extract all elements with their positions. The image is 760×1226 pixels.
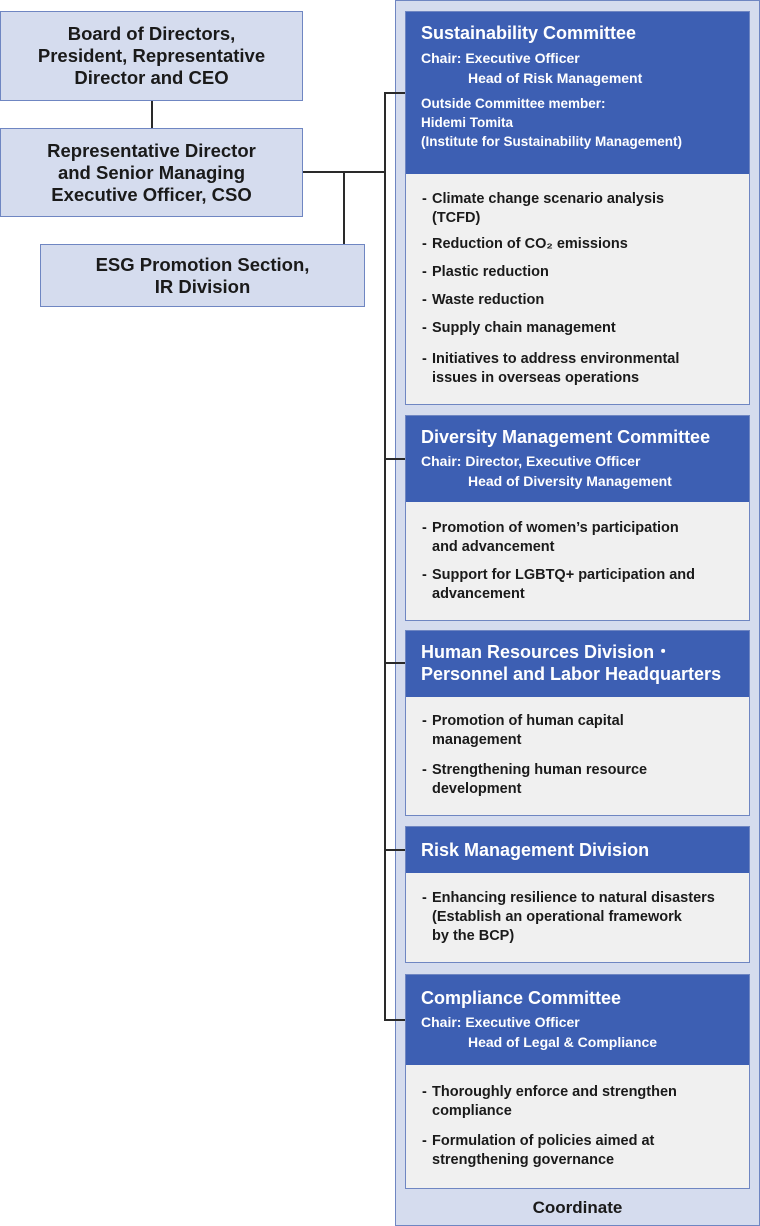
connector-branch-compliance — [384, 1019, 405, 1021]
list-item-text: Formulation of policies aimed at strengthening governance — [432, 1133, 655, 1168]
chair-line-2: Head of Diversity Management — [468, 473, 672, 489]
committee-header — [406, 975, 749, 1065]
chair-line-2: Head of Risk Management — [468, 70, 643, 86]
committee-chair — [421, 48, 741, 88]
list-item-text: Thoroughly enforce and strengthen compliance — [432, 1084, 677, 1119]
list-item — [421, 190, 741, 228]
cso-box — [0, 128, 303, 217]
outside-member-name: Hidemi Tomita — [421, 115, 514, 130]
list-item — [421, 291, 741, 310]
list-item — [421, 712, 741, 750]
list-item — [421, 566, 741, 604]
diversity-committee-box — [405, 415, 750, 621]
committee-chair — [421, 1012, 741, 1052]
committee-header — [406, 827, 749, 873]
connector-branch-risk — [384, 849, 405, 851]
committee-header — [406, 416, 749, 502]
committee-items — [406, 502, 749, 604]
list-item-text: Promotion of women’s participation and advancement — [432, 520, 679, 555]
list-item — [421, 1083, 741, 1121]
connector-to-esg — [343, 172, 345, 244]
connector-board-to-cso — [151, 101, 153, 128]
list-item — [421, 519, 741, 557]
connector-spine — [384, 92, 386, 1021]
board-of-directors-label: Board of Directors, President, Representative Director and CEO — [37, 23, 266, 88]
outside-member-org: (Institute for Sustainability Management) — [421, 134, 683, 149]
esg-promotion-box — [40, 244, 365, 307]
board-of-directors-box — [0, 11, 303, 101]
committee-chair — [421, 451, 741, 491]
compliance-committee-box — [405, 974, 750, 1189]
connector-branch-sustainability — [384, 92, 405, 94]
list-item-text: Enhancing resilience to natural disasters (Establish an operational framework by the BCP) — [432, 890, 715, 944]
list-item-text: Waste reduction — [432, 292, 545, 308]
outside-member-label: Outside Committee member: — [421, 96, 606, 111]
committee-items — [406, 174, 749, 388]
outside-member — [421, 94, 741, 151]
list-item — [421, 761, 741, 799]
list-item-text: Reduction of CO₂ emissions — [432, 236, 628, 252]
list-item — [421, 350, 741, 388]
chair-line-2: Head of Legal & Compliance — [468, 1034, 658, 1050]
list-item-text: Initiatives to address environmental issues in overseas operations — [432, 351, 680, 386]
list-item — [421, 1132, 741, 1170]
committee-title: Diversity Management Committee — [421, 427, 711, 447]
list-item-text: Support for LGBTQ+ participation and advancement — [432, 567, 696, 602]
list-item — [421, 235, 741, 254]
chair-line-1: Chair: Executive Officer — [421, 1014, 580, 1030]
risk-management-box — [405, 826, 750, 963]
human-resources-box — [405, 630, 750, 816]
coordinate-label: Coordinate — [532, 1198, 623, 1217]
list-item-text: Strengthening human resource development — [432, 762, 648, 797]
list-item — [421, 889, 741, 946]
list-item-text: Plastic reduction — [432, 264, 549, 280]
committee-title: Compliance Committee — [421, 988, 622, 1008]
cso-label: Representative Director and Senior Managing Executive Officer, CSO — [47, 139, 256, 205]
committee-items — [406, 873, 749, 946]
connector-branch-human-resources — [384, 662, 405, 664]
committee-items — [406, 1065, 749, 1170]
committee-title: Risk Management Division — [421, 840, 650, 860]
committee-title: Human Resources Division・ Personnel and Labor Headquarters — [421, 642, 722, 684]
chair-line-1: Chair: Executive Officer — [421, 50, 580, 66]
esg-promotion-label: ESG Promotion Section, IR Division — [95, 253, 310, 297]
list-item — [421, 319, 741, 338]
list-item-text: Supply chain management — [432, 320, 616, 336]
committee-items — [406, 697, 749, 799]
list-item — [421, 263, 741, 282]
chair-line-1: Chair: Director, Executive Officer — [421, 453, 641, 469]
list-item-text: Climate change scenario analysis (TCFD) — [432, 191, 665, 226]
committee-title: Sustainability Committee — [421, 23, 637, 43]
sustainability-committee-box — [405, 11, 750, 405]
committee-header — [406, 631, 749, 697]
list-item-text: Promotion of human capital management — [432, 713, 624, 748]
committee-header — [406, 12, 749, 174]
connector-branch-diversity — [384, 458, 405, 460]
